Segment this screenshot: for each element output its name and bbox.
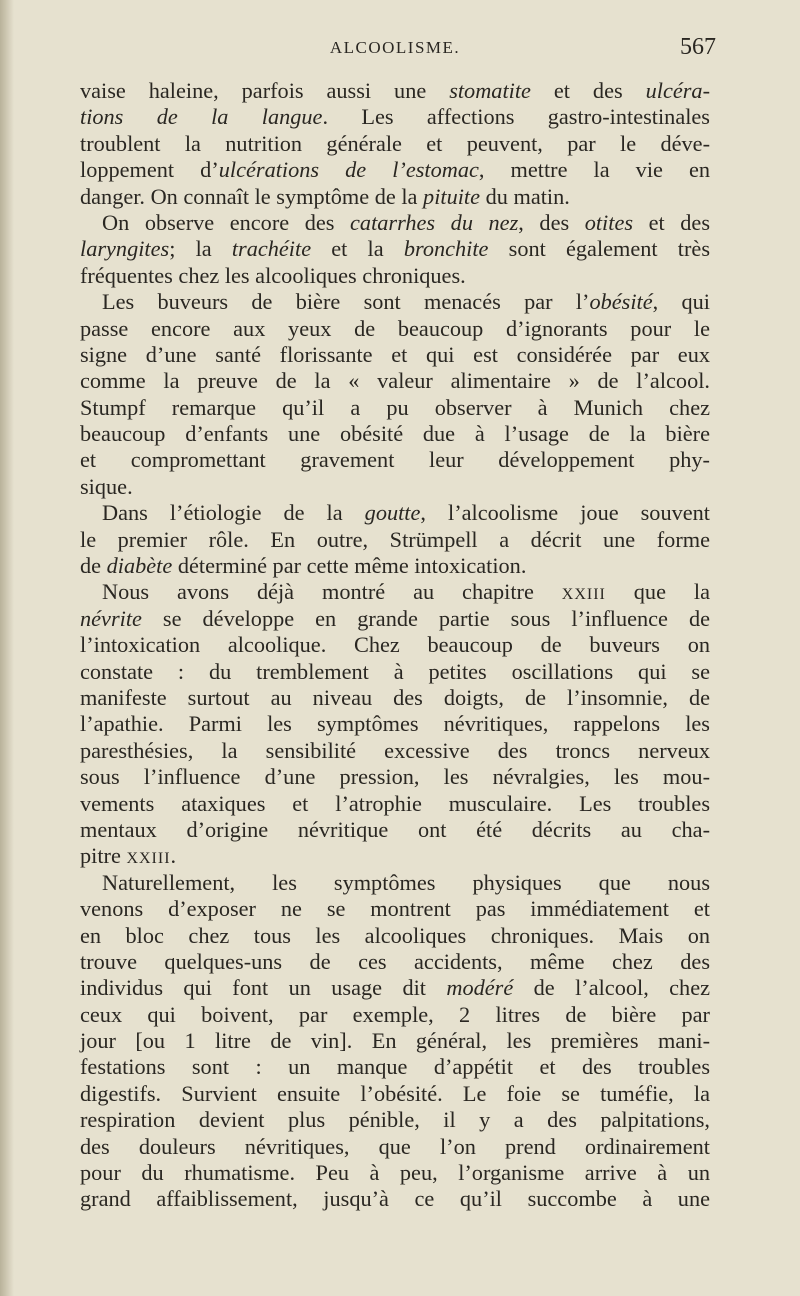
italic-text: trachéite xyxy=(231,236,312,262)
text-line xyxy=(80,210,710,236)
italic-text: catarrhes du nez xyxy=(350,209,519,235)
page-binding-edge xyxy=(0,0,14,1296)
text-run: Naturellement, les symptômes physiques que nous xyxy=(102,869,710,895)
text-line xyxy=(80,843,710,869)
text-run: , l’alcoolisme joue souvent xyxy=(420,500,710,526)
text-run: ; la xyxy=(169,236,232,262)
text-line xyxy=(80,447,710,473)
page-number: 567 xyxy=(680,34,716,60)
text-run: ceux qui boivent, par exemple, 2 litres de bière par xyxy=(80,1001,710,1027)
text-run: venons d’exposer ne se montrent pas immédiatement et xyxy=(80,896,710,922)
text-run: On observe encore des xyxy=(102,209,351,235)
text-run: , des xyxy=(518,209,585,235)
text-line xyxy=(80,342,710,368)
italic-text: stomatite xyxy=(449,78,531,103)
text-line xyxy=(80,1002,710,1028)
italic-text: goutte xyxy=(364,500,421,526)
italic-text: tions de la langue xyxy=(80,104,323,130)
italic-text: pituite xyxy=(423,183,481,209)
text-run: et la xyxy=(311,236,404,262)
text-run: jour [ou 1 litre de vin]. En général, les premières mani- xyxy=(80,1028,710,1054)
text-line xyxy=(80,579,710,605)
text-run: sont également très xyxy=(488,236,710,262)
text-line xyxy=(80,975,710,1001)
text-line xyxy=(80,738,710,764)
italic-text: ulcérations de l’estomac xyxy=(218,157,479,183)
text-line xyxy=(80,923,710,949)
text-run: déterminé par cette même intoxication. xyxy=(172,553,527,579)
small-caps-numeral: XXIII xyxy=(126,850,171,868)
text-run: Nous avons déjà montré au chapitre xyxy=(102,579,562,605)
text-run: mentaux d’origine névritique ont été décrits au cha- xyxy=(80,816,710,842)
text-line xyxy=(80,184,710,210)
text-run: digestifs. Survient ensuite l’obésité. Le foie se tuméfie, la xyxy=(80,1080,710,1106)
text-run: beaucoup d’enfants une obésité due à l’usage de la bière xyxy=(80,421,710,447)
text-run: , mettre la vie en xyxy=(478,157,710,183)
text-run: Les buveurs de bière sont menacés par l’ xyxy=(102,289,590,315)
text-run: l’intoxication alcoolique. Chez beaucoup de buveurs on xyxy=(80,632,710,658)
text-run: respiration devient plus pénible, il y a des palpitations, xyxy=(80,1107,710,1133)
text-line xyxy=(80,1107,710,1133)
text-line xyxy=(80,474,710,500)
text-run: paresthésies, la sensibilité excessive des troncs nerveux xyxy=(80,737,710,763)
text-run: de l’alcool, chez xyxy=(513,975,711,1001)
text-run: et des xyxy=(530,78,646,103)
text-line xyxy=(80,1186,710,1212)
text-run: l’apathie. Parmi les symptômes névritiques, rappelons les xyxy=(80,711,710,737)
text-line xyxy=(80,368,710,394)
italic-text: ulcéra- xyxy=(645,78,710,103)
text-line xyxy=(80,316,710,342)
italic-text: diabète xyxy=(106,553,173,579)
text-run: grand affaiblissement, jusqu’à ce qu’il succombe à une xyxy=(80,1186,710,1212)
text-line xyxy=(80,395,710,421)
text-line xyxy=(80,527,710,553)
text-line xyxy=(80,1160,710,1186)
text-run: le premier rôle. En outre, Strümpell a décrit une forme xyxy=(80,526,710,552)
italic-text: laryngites xyxy=(80,236,170,262)
text-run: Stumpf remarque qu’il a pu observer à Munich chez xyxy=(80,394,710,420)
text-run: comme la preuve de la « valeur alimentaire » de l’alcool. xyxy=(80,368,710,394)
text-run: Dans l’étiologie de la xyxy=(102,500,365,526)
text-line xyxy=(80,764,710,790)
text-line xyxy=(80,606,710,632)
text-run: individus qui font un usage dit xyxy=(80,975,447,1001)
text-run: passe encore aux yeux de beaucoup d’ignorants pour le xyxy=(80,315,710,341)
text-run: en bloc chez tous les alcooliques chroniques. Mais on xyxy=(80,922,710,948)
text-line xyxy=(80,157,710,183)
text-run: . Les affections gastro-intestinales xyxy=(322,104,710,130)
text-line xyxy=(80,791,710,817)
italic-text: otites xyxy=(584,209,634,235)
text-run: loppement d’ xyxy=(80,157,219,183)
text-run: constate : du tremblement à petites oscillations qui se xyxy=(80,658,710,684)
text-line xyxy=(80,1081,710,1107)
text-run: et compromettant gravement leur développement phy- xyxy=(80,447,710,473)
italic-text: bronchite xyxy=(403,236,489,262)
text-run: du matin. xyxy=(480,183,570,209)
text-line xyxy=(80,896,710,922)
text-run: , qui xyxy=(652,289,710,315)
text-run: manifeste surtout au niveau des doigts, de l’insomnie, de xyxy=(80,684,710,710)
running-head xyxy=(80,34,716,66)
body-text xyxy=(80,78,710,1213)
text-line xyxy=(80,289,710,315)
text-run: fréquentes chez les alcooliques chroniques. xyxy=(80,262,466,288)
text-line xyxy=(80,1054,710,1080)
text-run: . xyxy=(170,843,177,869)
text-run: des douleurs névritiques, que l’on prend ordinairement xyxy=(80,1133,710,1159)
text-run: sique. xyxy=(80,473,133,499)
text-line xyxy=(80,949,710,975)
running-title: ALCOOLISME. xyxy=(329,38,461,57)
text-run: vements ataxiques et l’atrophie musculaire. Les troubles xyxy=(80,790,710,816)
text-run: festations sont : un manque d’appétit et des troubles xyxy=(80,1054,710,1080)
text-run: vaise haleine, parfois aussi une xyxy=(80,78,450,103)
italic-text: névrite xyxy=(80,605,142,631)
text-line xyxy=(80,421,710,447)
text-run: troublent la nutrition générale et peuvent, par le déve- xyxy=(80,130,710,156)
text-run: et des xyxy=(633,209,710,235)
text-run: de xyxy=(80,553,107,579)
text-line xyxy=(80,1134,710,1160)
text-line xyxy=(80,711,710,737)
text-run: que la xyxy=(605,579,710,605)
text-line xyxy=(80,104,710,130)
text-line xyxy=(80,632,710,658)
text-run: pitre xyxy=(80,843,127,869)
text-line xyxy=(80,817,710,843)
text-line xyxy=(80,1028,710,1054)
text-line xyxy=(80,553,710,579)
small-caps-numeral: XXIII xyxy=(561,586,606,604)
italic-text: modéré xyxy=(446,975,514,1001)
text-run: sous l’influence d’une pression, les névralgies, les mou- xyxy=(80,764,710,790)
text-run: trouve quelques-uns de ces accidents, même chez des xyxy=(80,948,710,974)
text-line xyxy=(80,659,710,685)
text-line xyxy=(80,263,710,289)
text-line xyxy=(80,870,710,896)
text-line xyxy=(80,500,710,526)
text-line xyxy=(80,131,710,157)
text-run: signe d’une santé florissante et qui est considérée par eux xyxy=(80,341,710,367)
text-run: se développe en grande partie sous l’influence de xyxy=(141,605,710,631)
text-line xyxy=(80,78,710,104)
text-line xyxy=(80,685,710,711)
text-run: danger. On connaît le symptôme de la xyxy=(80,183,424,209)
text-run: pour du rhumatisme. Peu à peu, l’organisme arrive à un xyxy=(80,1160,710,1186)
text-line xyxy=(80,236,710,262)
italic-text: obésité xyxy=(589,289,653,315)
